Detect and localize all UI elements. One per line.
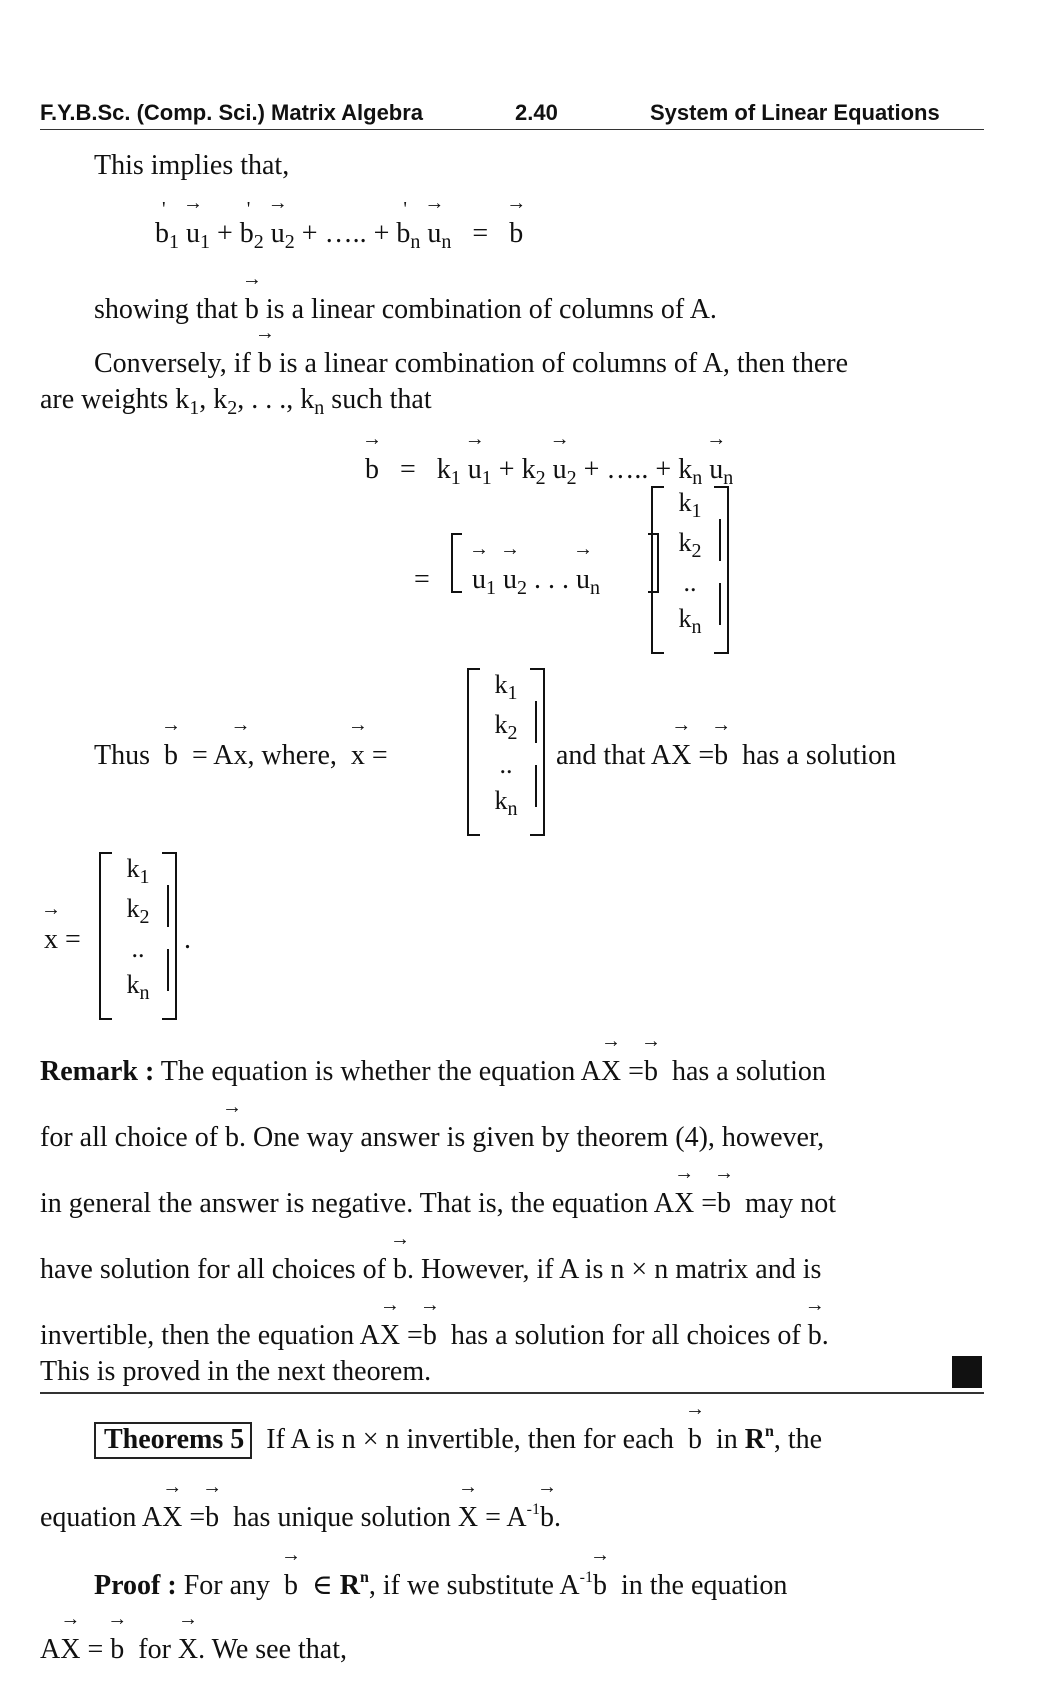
- remark-line-3: in general the answer is negative. That is, the equation A→ X =→ b may not: [40, 1188, 836, 1220]
- equation-1: ' $b_1 \to u_1$ + ' $b_2 \to u_2$ + ….. + ' $b_n \to u_n$ = → b: [155, 218, 523, 250]
- header-left: F.Y.B.Sc. (Comp. Sci.) Matrix Algebra: [40, 100, 424, 125]
- remark-line-2: for all choice of → b. One way answer is given by theorem (4), however,: [40, 1122, 824, 1154]
- column-vector-3: $k_1$ $k_2$ .. $k_n$: [126, 854, 150, 1004]
- remark-line-5: invertible, then the equation A→ X =→ b has a solution for all choices of → b.: [40, 1320, 829, 1352]
- equation-2-eq: =: [414, 564, 430, 595]
- theorem-line-2: equation A→ X =→ b has unique solution → $X = A^{-1}\to b$.: [40, 1502, 561, 1534]
- header-right: System of Linear Equations: [650, 100, 940, 125]
- x-period: .: [184, 924, 191, 955]
- theorem-line-1: Theorems 5 If A is n × n invertible, then for each → b in $R^n$, the: [94, 1424, 822, 1456]
- para-conversely-2: are weights $k_1$, $k_2$, . . ., $k_n$ such that: [40, 384, 432, 419]
- para-thus: Thus → b = A→ x, where, → x =: [94, 740, 388, 772]
- column-vector-1: $k_1$ $k_2$ .. $k_n$: [678, 488, 702, 638]
- remark-rule: [40, 1392, 984, 1394]
- proof-line-1: Proof : For any → b ∈ $R^n$, if we substitute $A^{-1}\to b$ in the equation: [94, 1568, 787, 1602]
- column-vector-2: $k_1$ $k_2$ .. $k_n$: [494, 670, 518, 820]
- remark-line-6: This is proved in the next theorem.: [40, 1356, 432, 1387]
- remark-line-1: Remark : The equation is whether the equation A→ X =→ b has a solution: [40, 1056, 826, 1088]
- para-implies: This implies that,: [94, 150, 290, 181]
- page-number: 2.40: [515, 100, 558, 125]
- x-equals: → x =: [44, 924, 81, 956]
- theorem-label: Theorems 5: [94, 1422, 252, 1459]
- para-thus-tail: and that A→ X =→ b has a solution: [556, 740, 896, 772]
- para-showing: showing that → b is a linear combination of columns of A.: [94, 294, 717, 326]
- remark-line-4: have solution for all choices of → b. However, if A is n × n matrix and is: [40, 1254, 821, 1286]
- header-rule: [40, 129, 984, 130]
- end-of-proof-mark: [952, 1356, 982, 1388]
- row-vector-entries: → $u_1 \to u_2$ . . . → $u_n$: [472, 564, 600, 596]
- para-conversely-1: Conversely, if → b is a linear combination of columns of A, then there: [94, 348, 848, 380]
- proof-line-2: A→ X = → b for → X. We see that,: [40, 1634, 347, 1666]
- equation-2-line-1: → b = $k_1 \to u_1 + k_2 \to u_2$ + ….. + $k_n \to u_n$: [365, 454, 733, 486]
